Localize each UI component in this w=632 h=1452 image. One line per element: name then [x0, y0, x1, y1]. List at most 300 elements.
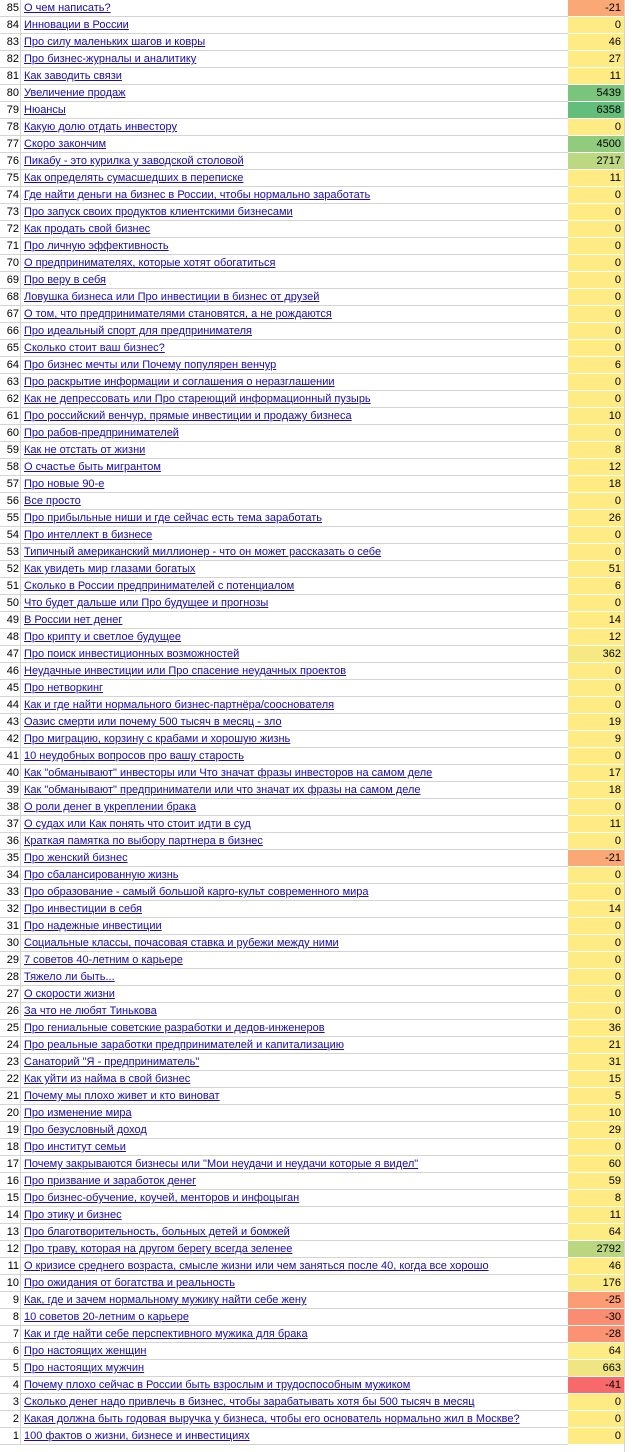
article-link[interactable]: Про настоящих мужчин [21, 1360, 568, 1377]
row-number: 68 [0, 289, 21, 306]
score-cell: 12 [568, 629, 624, 646]
article-link[interactable]: Про траву, которая на другом берегу всегда зеленее [21, 1241, 568, 1258]
table-row [0, 561, 632, 578]
score-cell: 5 [568, 1088, 624, 1105]
score-cell: 10 [568, 408, 624, 425]
score-cell: 36 [568, 1020, 624, 1037]
row-number: 51 [0, 578, 21, 595]
row-number: 29 [0, 952, 21, 969]
table-row [0, 612, 632, 629]
row-number: 52 [0, 561, 21, 578]
article-link[interactable]: Пикабу - это курилка у заводской столовой [21, 153, 568, 170]
row-number: 74 [0, 187, 21, 204]
score-cell: 0 [568, 799, 624, 816]
article-link[interactable]: 100 фактов о жизни, бизнесе и инвестициях [21, 1428, 568, 1445]
article-link[interactable]: Про реальные заработки предпринимателей и капитализацию [21, 1037, 568, 1054]
row-number: 28 [0, 969, 21, 986]
row-number: 6 [0, 1343, 21, 1360]
article-link[interactable]: Санаторий "Я - предприниматель" [21, 1054, 568, 1071]
table-row [0, 782, 632, 799]
table-row [0, 1377, 632, 1394]
row-number: 24 [0, 1037, 21, 1054]
table-row [0, 510, 632, 527]
article-link[interactable]: Типичный американский миллионер - что он может рассказать о себе [21, 544, 568, 561]
article-link[interactable]: Все просто [21, 493, 568, 510]
score-cell: 0 [568, 272, 624, 289]
score-cell: 8 [568, 1190, 624, 1207]
score-cell: 0 [568, 1411, 624, 1428]
row-number: 32 [0, 901, 21, 918]
score-cell: -25 [568, 1292, 624, 1309]
article-link[interactable]: Про крипту и светлое будущее [21, 629, 568, 646]
article-link[interactable]: Как, где и зачем нормальному мужику найти себе жену [21, 1292, 568, 1309]
score-cell: 0 [568, 1139, 624, 1156]
row-number: 37 [0, 816, 21, 833]
table-row [0, 187, 632, 204]
score-cell: -41 [568, 1377, 624, 1394]
article-link[interactable]: Ловушка бизнеса или Про инвестиции в бизнес от друзей [21, 289, 568, 306]
row-number: 35 [0, 850, 21, 867]
row-number: 76 [0, 153, 21, 170]
article-link[interactable]: Какая должна быть годовая выручка у бизнеса, чтобы его основатель нормально жил в Москве? [21, 1411, 568, 1428]
score-cell: -21 [568, 0, 624, 17]
table-row [0, 952, 632, 969]
article-link[interactable]: Скоро закончим [21, 136, 568, 153]
article-link[interactable]: О роли денег в укреплении брака [21, 799, 568, 816]
row-number: 9 [0, 1292, 21, 1309]
score-cell: 51 [568, 561, 624, 578]
row-number: 40 [0, 765, 21, 782]
score-cell: 64 [568, 1343, 624, 1360]
table-row [0, 357, 632, 374]
table-row [0, 1122, 632, 1139]
article-link[interactable]: Сколько стоит ваш бизнес? [21, 340, 568, 357]
article-link[interactable]: Про инвестиции в себя [21, 901, 568, 918]
row-number: 20 [0, 1105, 21, 1122]
article-link[interactable]: О кризисе среднего возраста, смысле жизни или чем заняться после 40, когда все хорошо [21, 1258, 568, 1275]
score-cell: 176 [568, 1275, 624, 1292]
article-link[interactable]: Как определять сумасшедших в переписке [21, 170, 568, 187]
score-cell: 11 [568, 816, 624, 833]
article-link[interactable]: Неудачные инвестиции или Про спасение неудачных проектов [21, 663, 568, 680]
article-link[interactable]: 10 советов 20-летним о карьере [21, 1309, 568, 1326]
row-number: 26 [0, 1003, 21, 1020]
article-link[interactable]: 7 советов 40-летним о карьере [21, 952, 568, 969]
table-row [0, 1292, 632, 1309]
score-cell: 0 [568, 323, 624, 340]
table-row [0, 578, 632, 595]
article-link[interactable]: Про интеллект в бизнесе [21, 527, 568, 544]
article-link[interactable]: Оазис смерти или почему 500 тысяч в месяц - зло [21, 714, 568, 731]
row-number: 56 [0, 493, 21, 510]
row-number: 60 [0, 425, 21, 442]
table-row [0, 986, 632, 1003]
row-number: 23 [0, 1054, 21, 1071]
article-link[interactable]: Про поиск инвестиционных возможностей [21, 646, 568, 663]
table-row [0, 323, 632, 340]
article-link[interactable]: Про гениальные советские разработки и дедов-инженеров [21, 1020, 568, 1037]
score-cell: 0 [568, 391, 624, 408]
table-row [0, 1258, 632, 1275]
score-cell: 5439 [568, 85, 624, 102]
row-number: 22 [0, 1071, 21, 1088]
table-row [0, 153, 632, 170]
row-number: 42 [0, 731, 21, 748]
score-cell: 0 [568, 986, 624, 1003]
row-number: 17 [0, 1156, 21, 1173]
score-cell: 8 [568, 442, 624, 459]
score-cell: 0 [568, 680, 624, 697]
table-row [0, 799, 632, 816]
score-cell: 14 [568, 901, 624, 918]
table-row [0, 1088, 632, 1105]
table-row [0, 1054, 632, 1071]
row-number: 1 [0, 1428, 21, 1445]
article-link[interactable]: Как не депрессовать или Про стареющий информационный пузырь [21, 391, 568, 408]
table-row [0, 1394, 632, 1411]
row-number: 50 [0, 595, 21, 612]
table-row [0, 85, 632, 102]
row-number: 30 [0, 935, 21, 952]
row-number: 38 [0, 799, 21, 816]
row-number: 11 [0, 1258, 21, 1275]
score-cell: 46 [568, 34, 624, 51]
row-number: 10 [0, 1275, 21, 1292]
score-cell: 0 [568, 306, 624, 323]
row-number: 8 [0, 1309, 21, 1326]
article-link[interactable]: Как не отстать от жизни [21, 442, 568, 459]
score-cell: 26 [568, 510, 624, 527]
article-link[interactable]: Какую долю отдать инвестору [21, 119, 568, 136]
score-cell: 59 [568, 1173, 624, 1190]
article-link[interactable]: За что не любят Тинькова [21, 1003, 568, 1020]
table-row [0, 1020, 632, 1037]
article-link[interactable]: Социальные классы, почасовая ставка и рубежи между ними [21, 935, 568, 952]
score-cell: 14 [568, 612, 624, 629]
score-cell: 2792 [568, 1241, 624, 1258]
score-cell: 0 [568, 952, 624, 969]
table-row [0, 935, 632, 952]
article-link[interactable]: Про бизнес мечты или Почему популярен венчур [21, 357, 568, 374]
article-link[interactable]: Про ожидания от богатства и реальность [21, 1275, 568, 1292]
row-number: 66 [0, 323, 21, 340]
article-link[interactable]: Инновации в России [21, 17, 568, 34]
table-row [0, 918, 632, 935]
row-number: 14 [0, 1207, 21, 1224]
article-link[interactable]: Про новые 90-е [21, 476, 568, 493]
table-row [0, 663, 632, 680]
row-number: 2 [0, 1411, 21, 1428]
article-link[interactable]: Про российский венчур, прямые инвестиции и продажу бизнеса [21, 408, 568, 425]
row-number: 57 [0, 476, 21, 493]
table-row [0, 374, 632, 391]
article-link[interactable]: О том, что предпринимателями становятся, а не рождаются [21, 306, 568, 323]
article-link[interactable]: Про бизнес-обучение, коучей, менторов и инфоцыган [21, 1190, 568, 1207]
table-row [0, 340, 632, 357]
row-number: 71 [0, 238, 21, 255]
score-cell: 9 [568, 731, 624, 748]
score-cell: 0 [568, 1428, 624, 1445]
article-link[interactable]: Про изменение мира [21, 1105, 568, 1122]
score-cell: 0 [568, 884, 624, 901]
table-row [0, 51, 632, 68]
score-cell: 0 [568, 867, 624, 884]
score-cell: 0 [568, 255, 624, 272]
table-row [0, 1156, 632, 1173]
score-cell: 15 [568, 1071, 624, 1088]
article-link[interactable]: Про прибыльные ниши и где сейчас есть тема заработать [21, 510, 568, 527]
score-cell: 2717 [568, 153, 624, 170]
table-row [0, 969, 632, 986]
row-number: 41 [0, 748, 21, 765]
table-row [0, 1207, 632, 1224]
score-cell: 11 [568, 1207, 624, 1224]
row-number: 70 [0, 255, 21, 272]
table-row [0, 442, 632, 459]
table-row [0, 170, 632, 187]
table-row [0, 255, 632, 272]
article-link[interactable]: Про идеальный спорт для предпринимателя [21, 323, 568, 340]
row-number: 82 [0, 51, 21, 68]
table-row [0, 1003, 632, 1020]
row-number: 63 [0, 374, 21, 391]
score-cell: 0 [568, 374, 624, 391]
table-row [0, 119, 632, 136]
article-link[interactable]: Про образование - самый большой карго-культ современного мира [21, 884, 568, 901]
article-link[interactable]: Как и где найти себе перспективного мужика для брака [21, 1326, 568, 1343]
score-cell: 31 [568, 1054, 624, 1071]
score-cell: 0 [568, 833, 624, 850]
row-number: 16 [0, 1173, 21, 1190]
table-row [0, 1224, 632, 1241]
score-cell: 6 [568, 578, 624, 595]
table-row [0, 1360, 632, 1377]
table-row [0, 527, 632, 544]
row-number: 34 [0, 867, 21, 884]
row-number: 25 [0, 1020, 21, 1037]
sheet-gutter [624, 0, 632, 1452]
table-row [0, 1275, 632, 1292]
row-number: 67 [0, 306, 21, 323]
score-cell: 0 [568, 697, 624, 714]
score-cell: 29 [568, 1122, 624, 1139]
table-row [0, 1428, 632, 1445]
table-row [0, 272, 632, 289]
score-cell: 0 [568, 1394, 624, 1411]
row-number: 43 [0, 714, 21, 731]
article-link[interactable]: Почему закрываются бизнесы или "Мои неудачи и неудачи которые я видел" [21, 1156, 568, 1173]
article-link[interactable]: Про благотворительность, больных детей и бомжей [21, 1224, 568, 1241]
score-cell: 362 [568, 646, 624, 663]
row-number: 15 [0, 1190, 21, 1207]
score-cell: -30 [568, 1309, 624, 1326]
row-number: 84 [0, 17, 21, 34]
table-row [0, 204, 632, 221]
article-link[interactable]: Про миграцию, корзину с крабами и хорошую жизнь [21, 731, 568, 748]
row-number: 85 [0, 0, 21, 17]
score-cell: 0 [568, 221, 624, 238]
row-number: 75 [0, 170, 21, 187]
table-row [0, 850, 632, 867]
row-number: 55 [0, 510, 21, 527]
row-number: 48 [0, 629, 21, 646]
row-number: 31 [0, 918, 21, 935]
score-cell: 0 [568, 544, 624, 561]
table-row [0, 629, 632, 646]
row-number: 19 [0, 1122, 21, 1139]
article-link[interactable]: О счастье быть мигрантом [21, 459, 568, 476]
table-row [0, 1309, 632, 1326]
score-cell: 21 [568, 1037, 624, 1054]
row-number: 39 [0, 782, 21, 799]
table-row [0, 731, 632, 748]
article-link[interactable]: О судах или Как понять что стоит идти в суд [21, 816, 568, 833]
article-link[interactable]: Про женский бизнес [21, 850, 568, 867]
article-link[interactable]: Про силу маленьких шагов и ковры [21, 34, 568, 51]
article-link[interactable]: Про раскрытие информации и соглашения о неразглашении [21, 374, 568, 391]
table-row [0, 34, 632, 51]
row-number: 78 [0, 119, 21, 136]
article-link[interactable]: Нюансы [21, 102, 568, 119]
score-cell: 0 [568, 935, 624, 952]
score-cell: 0 [568, 748, 624, 765]
row-number: 65 [0, 340, 21, 357]
table-row [0, 391, 632, 408]
score-cell: 11 [568, 170, 624, 187]
table-row [0, 646, 632, 663]
score-cell: 663 [568, 1360, 624, 1377]
article-link[interactable]: Как уйти из найма в свой бизнес [21, 1071, 568, 1088]
article-link[interactable]: Про сбалансированную жизнь [21, 867, 568, 884]
row-number: 73 [0, 204, 21, 221]
article-link[interactable]: Про призвание и заработок денег [21, 1173, 568, 1190]
row-number: 36 [0, 833, 21, 850]
row-number: 3 [0, 1394, 21, 1411]
table-row [0, 102, 632, 119]
row-number: 47 [0, 646, 21, 663]
article-link[interactable]: Почему плохо сейчас в России быть взрослым и трудоспособным мужиком [21, 1377, 568, 1394]
article-link[interactable]: Тяжело ли быть... [21, 969, 568, 986]
score-cell: 4500 [568, 136, 624, 153]
score-cell: 18 [568, 476, 624, 493]
score-cell: 10 [568, 1105, 624, 1122]
article-link[interactable]: Про безусловный доход [21, 1122, 568, 1139]
row-number: 44 [0, 697, 21, 714]
row-number: 80 [0, 85, 21, 102]
row-number: 59 [0, 442, 21, 459]
score-cell: 19 [568, 714, 624, 731]
score-cell: 0 [568, 289, 624, 306]
row-number: 64 [0, 357, 21, 374]
score-cell: 0 [568, 119, 624, 136]
article-link[interactable]: Что будет дальше или Про будущее и прогнозы [21, 595, 568, 612]
article-link[interactable]: Про рабов-предпринимателей [21, 425, 568, 442]
table-row [0, 884, 632, 901]
table-row [0, 1241, 632, 1258]
row-number: 53 [0, 544, 21, 561]
row-number: 33 [0, 884, 21, 901]
table-row [0, 544, 632, 561]
score-cell: 0 [568, 595, 624, 612]
article-link[interactable]: О чем написать? [21, 0, 568, 17]
table-row [0, 1326, 632, 1343]
score-cell: 0 [568, 340, 624, 357]
article-link[interactable]: Почему мы плохо живет и кто виноват [21, 1088, 568, 1105]
article-link[interactable]: Краткая памятка по выбору партнера в бизнес [21, 833, 568, 850]
article-link[interactable]: Увеличение продаж [21, 85, 568, 102]
article-link[interactable]: Про веру в себя [21, 272, 568, 289]
row-number: 46 [0, 663, 21, 680]
row-number: 79 [0, 102, 21, 119]
table-row [0, 748, 632, 765]
table-row [0, 1411, 632, 1428]
row-number: 49 [0, 612, 21, 629]
row-number: 12 [0, 1241, 21, 1258]
article-link[interactable]: Про запуск своих продуктов клиентскими бизнесами [21, 204, 568, 221]
article-link[interactable]: Про личную эффективность [21, 238, 568, 255]
score-cell: 0 [568, 663, 624, 680]
article-link[interactable]: Где найти деньги на бизнес в России, чтобы нормально заработать [21, 187, 568, 204]
table-row [0, 221, 632, 238]
article-link[interactable]: О предпринимателях, которые хотят обогатиться [21, 255, 568, 272]
article-link[interactable]: Про надежные инвестиции [21, 918, 568, 935]
table-row [0, 425, 632, 442]
article-link[interactable]: О скорости жизни [21, 986, 568, 1003]
table-row [0, 306, 632, 323]
article-link[interactable]: Как заводить связи [21, 68, 568, 85]
row-number: 4 [0, 1377, 21, 1394]
row-number: 21 [0, 1088, 21, 1105]
score-cell: 0 [568, 969, 624, 986]
score-cell: 12 [568, 459, 624, 476]
article-link[interactable]: Про бизнес-журналы и аналитику [21, 51, 568, 68]
score-cell: -28 [568, 1326, 624, 1343]
row-number: 5 [0, 1360, 21, 1377]
row-number: 61 [0, 408, 21, 425]
table-row [0, 1105, 632, 1122]
article-link[interactable]: 10 неудобных вопросов про вашу старость [21, 748, 568, 765]
article-link[interactable]: Про настоящих женщин [21, 1343, 568, 1360]
row-number: 72 [0, 221, 21, 238]
article-link[interactable]: Как увидеть мир глазами богатых [21, 561, 568, 578]
score-cell: 0 [568, 187, 624, 204]
table-row [0, 1037, 632, 1054]
table-row [0, 68, 632, 85]
score-cell: 6358 [568, 102, 624, 119]
article-link[interactable]: Про институт семьи [21, 1139, 568, 1156]
article-link[interactable]: В России нет денег [21, 612, 568, 629]
article-link[interactable]: Сколько денег надо привлечь в бизнес, чтобы зарабатывать хотя бы 500 тысяч в месяц [21, 1394, 568, 1411]
row-number: 69 [0, 272, 21, 289]
article-link[interactable]: Про нетворкинг [21, 680, 568, 697]
score-cell: 60 [568, 1156, 624, 1173]
table-row [0, 1139, 632, 1156]
table-row [0, 0, 632, 17]
score-cell: 0 [568, 17, 624, 34]
table-row [0, 833, 632, 850]
row-number: 45 [0, 680, 21, 697]
article-link[interactable]: Как "обманывают" предприниматели или что значат их фразы на самом деле [21, 782, 568, 799]
score-cell: 0 [568, 425, 624, 442]
score-cell: 0 [568, 204, 624, 221]
row-number: 58 [0, 459, 21, 476]
article-link[interactable]: Про этику и бизнес [21, 1207, 568, 1224]
article-link[interactable]: Сколько в России предпринимателей с потенциалом [21, 578, 568, 595]
table-row [0, 595, 632, 612]
article-link[interactable]: Как "обманывают" инвесторы или Что значат фразы инвесторов на самом деле [21, 765, 568, 782]
article-link[interactable]: Как и где найти нормального бизнес-партнёра/сооснователя [21, 697, 568, 714]
article-link[interactable]: Как продать свой бизнес [21, 221, 568, 238]
